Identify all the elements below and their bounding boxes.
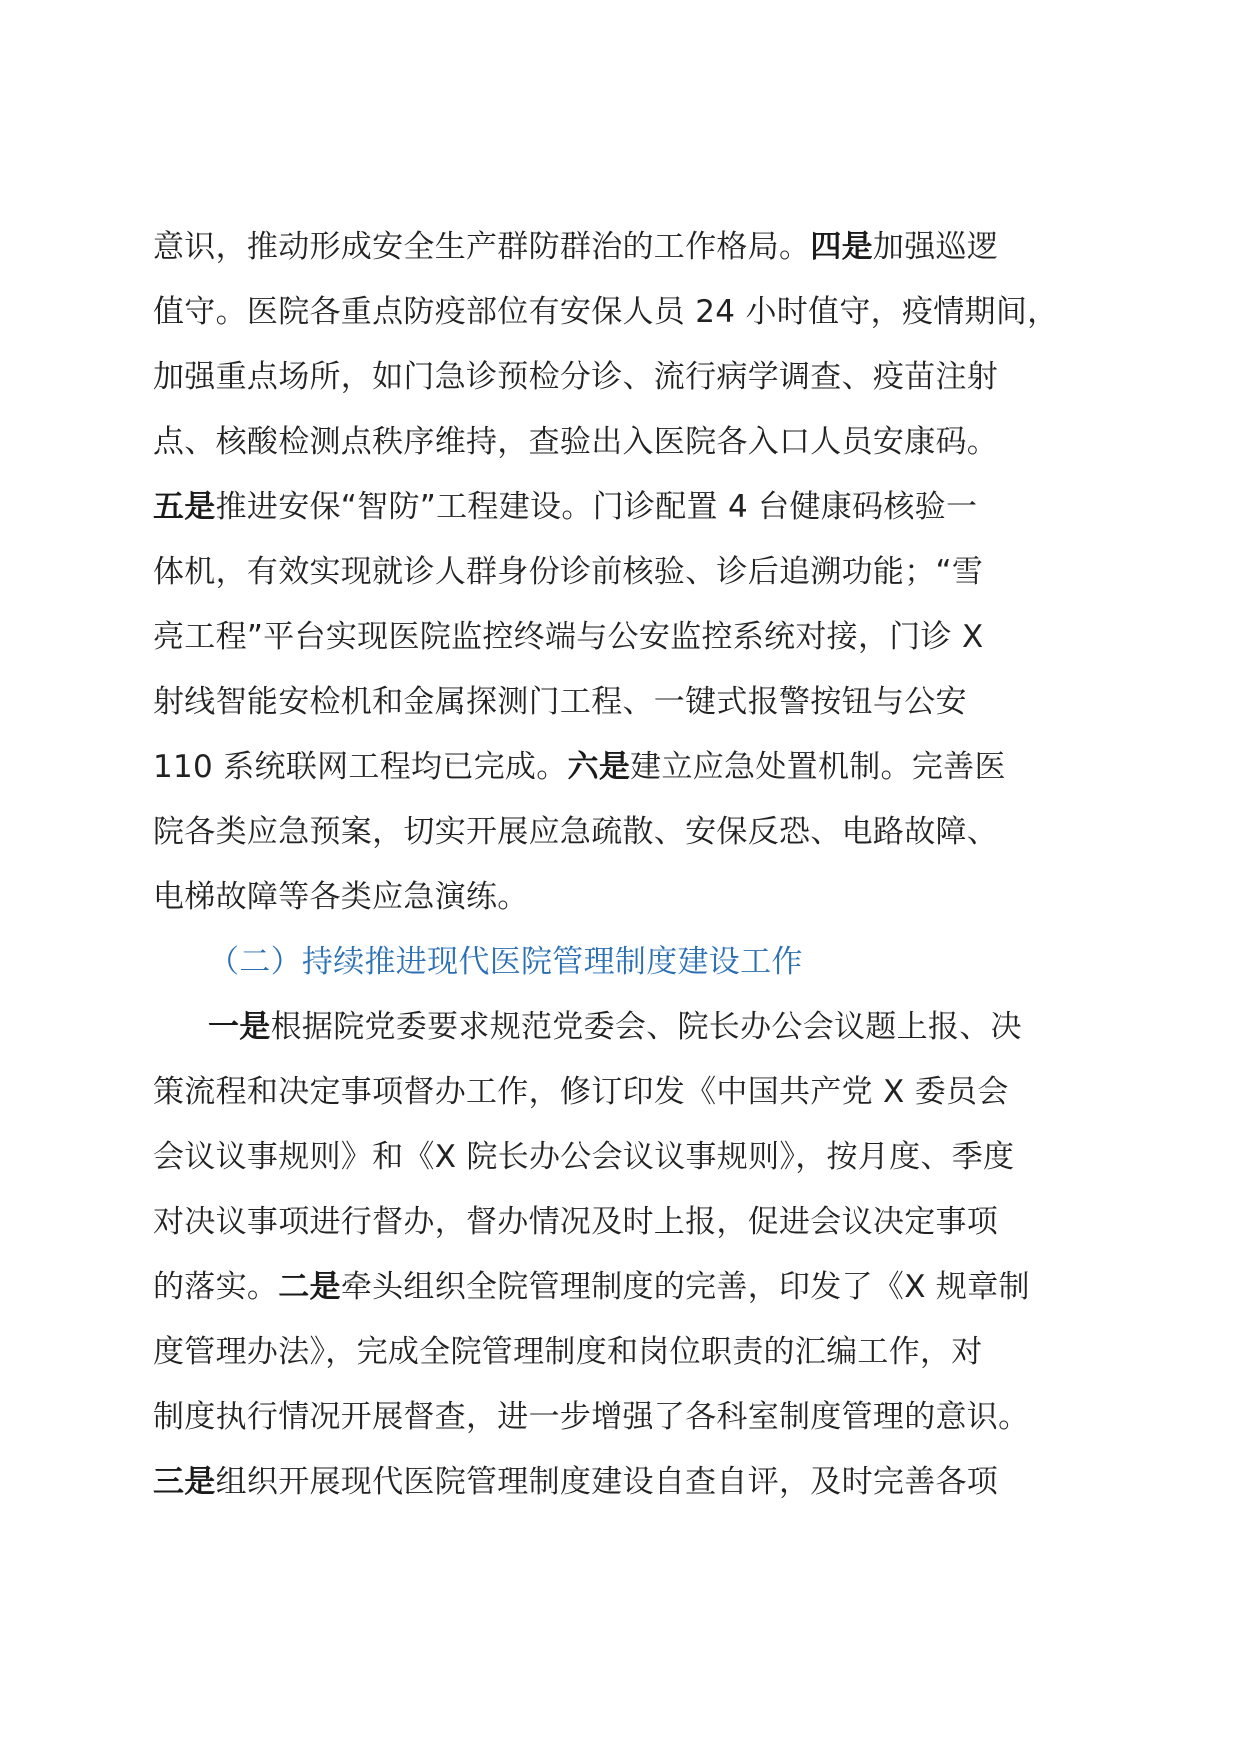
text-line: 值守。医院各重点防疫部位有安保人员 24 小时值守，疫情期间， xyxy=(153,294,1059,330)
text-line: 加强重点场所，如门急诊预检分诊、流行病学调查、疫苗注射 xyxy=(153,359,999,395)
text-line: 射线智能安检机和金属探测门工程、一键式报警按钮与公安 xyxy=(153,684,967,720)
text-line: 的落实。二是牵头组织全院管理制度的完善，印发了《X 规章制 xyxy=(153,1269,1030,1305)
text-line: 110 系统联网工程均已完成。六是建立应急处置机制。完善医 xyxy=(153,749,1006,785)
bold-lead: 四是 xyxy=(810,229,873,265)
bold-lead: 一是 xyxy=(208,1009,271,1045)
text-line: 对决议事项进行督办，督办情况及时上报，促进会议决定事项 xyxy=(153,1204,999,1240)
bold-lead: 六是 xyxy=(567,749,631,785)
text-line: 一是根据院党委要求规范党委会、院长办公会议题上报、决 xyxy=(208,1009,1022,1045)
section-heading: （二）持续推进现代医院管理制度建设工作 xyxy=(208,944,803,980)
text-line: 意识，推动形成安全生产群防群治的工作格局。四是加强巡逻 xyxy=(153,229,999,265)
text-line: 策流程和决定事项督办工作，修订印发《中国共产党 X 委员会 xyxy=(153,1074,1009,1110)
text-line: 会议议事规则》和《X 院长办公会议议事规则》，按月度、季度 xyxy=(153,1139,1015,1175)
text-line: 亮工程”平台实现医院监控终端与公安监控系统对接，门诊 X xyxy=(153,619,984,655)
text-line: 五是推进安保“智防”工程建设。门诊配置 4 台健康码核验一 xyxy=(153,489,978,525)
text-line: 电梯故障等各类应急演练。 xyxy=(153,879,529,915)
text-line: 院各类应急预案，切实开展应急疏散、安保反恐、电路故障、 xyxy=(153,814,999,850)
text-line: 度管理办法》，完成全院管理制度和岗位职责的汇编工作，对 xyxy=(153,1334,983,1370)
text-line: 制度执行情况开展督查，进一步增强了各科室制度管理的意识。 xyxy=(153,1399,1030,1435)
text-line: 三是组织开展现代医院管理制度建设自查自评，及时完善各项 xyxy=(153,1464,999,1500)
text-line: 体机，有效实现就诊人群身份诊前核验、诊后追溯功能；“雪 xyxy=(153,554,984,590)
bold-lead: 三是 xyxy=(153,1464,216,1500)
bold-lead: 五是 xyxy=(153,489,216,525)
bold-lead: 二是 xyxy=(278,1269,341,1305)
document-body xyxy=(153,215,1113,1515)
text-line: 点、核酸检测点秩序维持，查验出入医院各入口人员安康码。 xyxy=(153,424,999,460)
